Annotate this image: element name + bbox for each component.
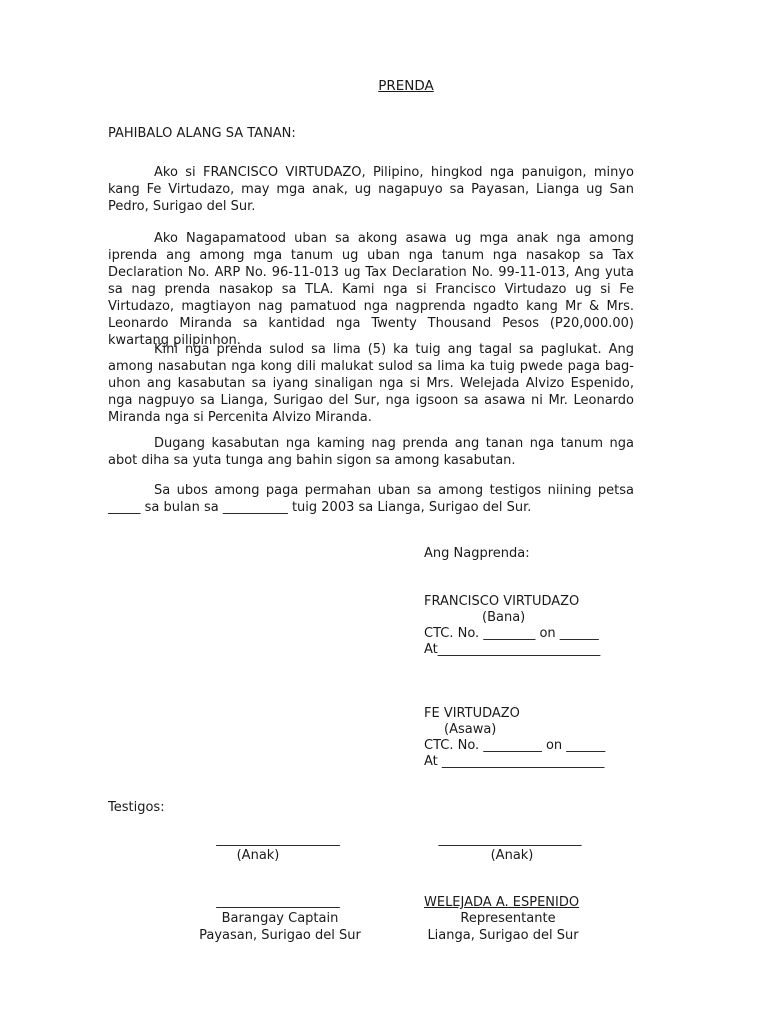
witness-1-line: ___________________ [216,832,340,847]
witnesses-heading: Testigos: [108,800,165,815]
witness-1-label: (Anak) [236,848,280,863]
signatory-1-role: (Bana) [482,610,526,625]
paragraph-4 [108,435,634,469]
signatories-heading: Ang Nagprenda: [424,546,530,561]
witness-4-name: WELEJADA A. ESPENIDO [424,895,580,910]
signatory-2-ctc: CTC. No. _________ on ______ [424,738,606,753]
paragraph-text: Ako Nagapamatood uban sa akong asawa ug mga anak nga among iprenda ang among mga tanum ug uban nga tanum nga nasakop sa Tax Declaration No. ARP No. 96-11-013 ug Tax Declaration No. 99-11-013, Ang yuta sa nag prenda nasakop sa TLA. Kami nga si Francisco Virtudazo ug si Fe Virtudazo, magtiayon nag pamatuod nga nagprenda ngadto kang Mr & Mrs. Leonardo Miranda sa kantidad nga Twenty Thousand Pesos (P20,000.00) kwartang pilipinhon. [108,231,634,348]
paragraph-text: Kini nga prenda sulod sa lima (5) ka tuig ang tagal sa paglukat. Ang among nasabutan nga kong dili malukat sulod sa lima ka tuig pwede paga bag-uhon ang kasabutan sa iyang sinaligan nga si Mrs. Welejada Alvizo Espenido, nga nagpuyo sa Lianga, Surigao del Sur, nga igsoon sa asawa ni Mr. Leonardo Miranda nga si Percenita Alvizo Miranda. [108,342,634,425]
witness-2-label: (Anak) [490,848,534,863]
signatory-2-role: (Asawa) [444,722,497,737]
paragraph-3 [108,341,634,426]
witness-4-location: Lianga, Surigao del Sur [427,928,579,943]
signatory-1-at: At_________________________ [424,642,601,657]
witness-3-location: Payasan, Surigao del Sur [199,928,361,943]
witness-3-title: Barangay Captain [221,911,339,926]
document-title: PRENDA [378,78,434,94]
signatory-1-ctc: CTC. No. ________ on ______ [424,626,599,641]
signatory-2-at: At _________________________ [424,754,605,769]
paragraph-text: Sa ubos among paga permahan uban sa among testigos niining petsa _____ sa bulan sa __________ tuig 2003 sa Lianga, Surigao del Sur. [108,483,634,515]
paragraph-1 [108,164,634,215]
witness-3-line: ___________________ [216,894,340,909]
paragraph-text: Ako si FRANCISCO VIRTUDAZO, Pilipino, hingkod nga panuigon, minyo kang Fe Virtudazo, may mga anak, ug nagapuyo sa Payasan, Lianga ug San Pedro, Surigao del Sur. [108,165,634,214]
paragraph-2 [108,230,634,349]
signatory-1-name: FRANCISCO VIRTUDAZO [424,594,580,609]
witness-2-line: ______________________ [438,832,582,847]
witness-4-title: Representante [460,911,556,926]
paragraph-text: Dugang kasabutan nga kaming nag prenda ang tanan nga tanum nga abot diha sa yuta tunga ang bahin sigon sa among kasabutan. [108,436,634,468]
paragraph-5 [108,482,634,516]
salutation: PAHIBALO ALANG SA TANAN: [108,126,296,141]
signatory-2-name: FE VIRTUDAZO [424,706,520,721]
